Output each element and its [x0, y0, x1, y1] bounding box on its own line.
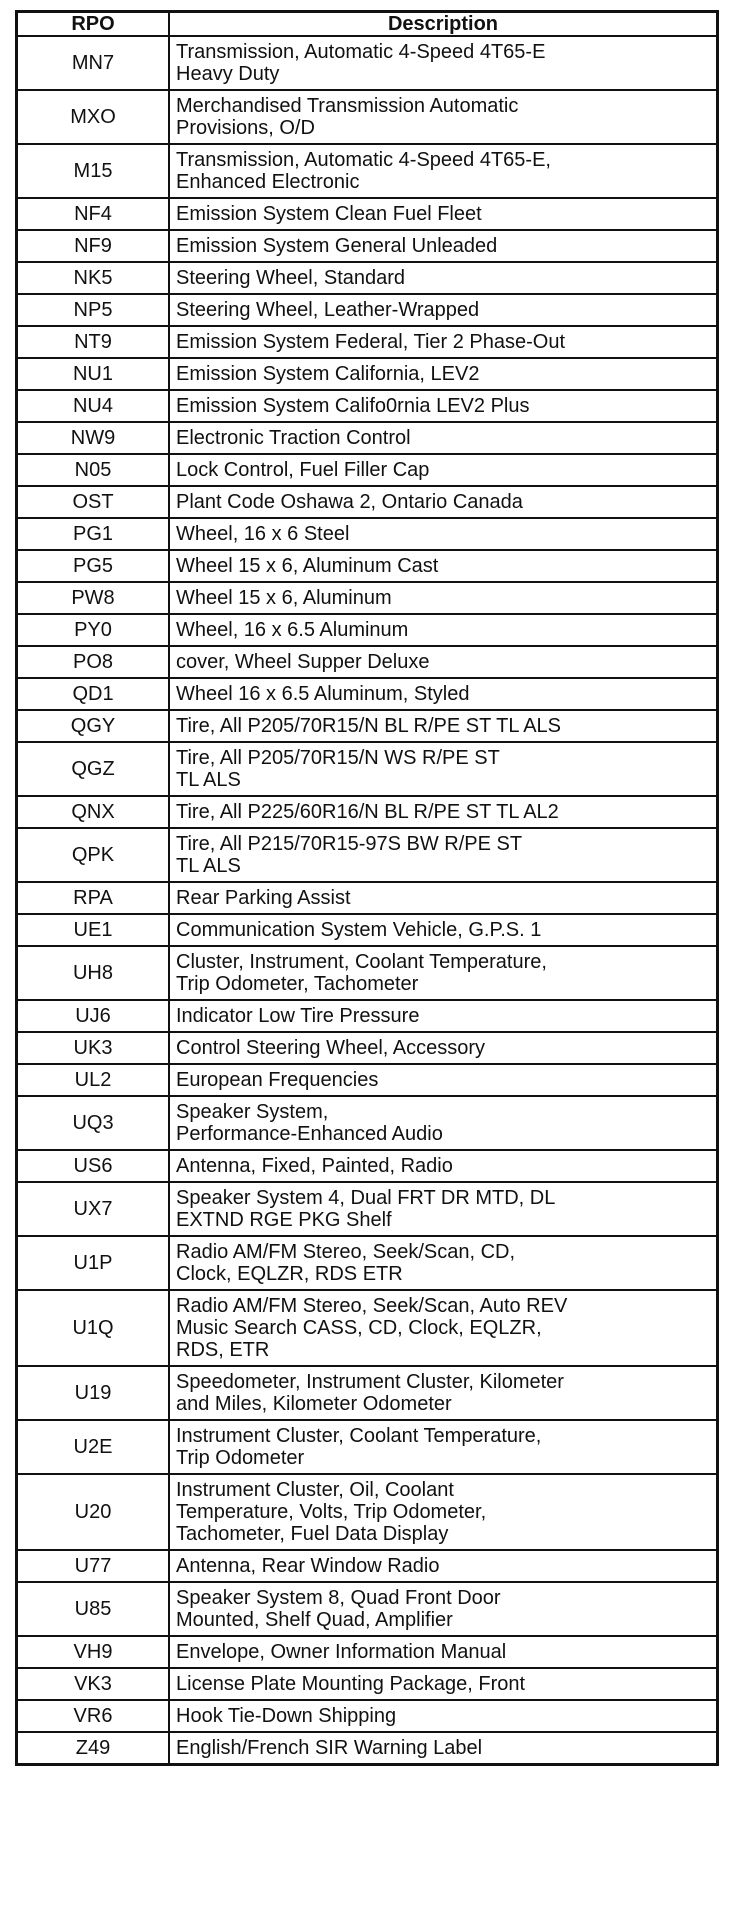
table-row	[17, 710, 718, 742]
rpo-code-cell: NW9	[17, 422, 170, 454]
table-row	[17, 678, 718, 710]
table-row	[17, 1096, 718, 1150]
description-cell: European Frequencies	[169, 1064, 718, 1096]
rpo-code-cell: NU1	[17, 358, 170, 390]
table-row	[17, 550, 718, 582]
rpo-code-cell: OST	[17, 486, 170, 518]
rpo-column-header: RPO	[17, 12, 170, 37]
description-cell: Envelope, Owner Information Manual	[169, 1636, 718, 1668]
description-cell: Transmission, Automatic 4-Speed 4T65-E, Enhanced Electronic	[169, 144, 718, 198]
description-cell: Wheel 16 x 6.5 Aluminum, Styled	[169, 678, 718, 710]
description-cell: Tire, All P205/70R15/N BL R/PE ST TL ALS	[169, 710, 718, 742]
rpo-code-cell: U1Q	[17, 1290, 170, 1366]
description-cell: Speaker System 4, Dual FRT DR MTD, DL EXTND RGE PKG Shelf	[169, 1182, 718, 1236]
description-cell: Radio AM/FM Stereo, Seek/Scan, Auto REV Music Search CASS, CD, Clock, EQLZR, RDS, ETR	[169, 1290, 718, 1366]
rpo-code-cell: UK3	[17, 1032, 170, 1064]
rpo-code-cell: PW8	[17, 582, 170, 614]
description-cell: Communication System Vehicle, G.P.S. 1	[169, 914, 718, 946]
table-row	[17, 1420, 718, 1474]
rpo-code-cell: U85	[17, 1582, 170, 1636]
description-cell: English/French SIR Warning Label	[169, 1732, 718, 1765]
table-row	[17, 326, 718, 358]
table-row	[17, 1474, 718, 1550]
rpo-code-cell: NF4	[17, 198, 170, 230]
table-row	[17, 1150, 718, 1182]
rpo-code-cell: UJ6	[17, 1000, 170, 1032]
rpo-code-cell: QD1	[17, 678, 170, 710]
table-row	[17, 1290, 718, 1366]
rpo-code-cell: U19	[17, 1366, 170, 1420]
description-cell: Merchandised Transmission Automatic Provisions, O/D	[169, 90, 718, 144]
rpo-code-cell: VK3	[17, 1668, 170, 1700]
description-cell: cover, Wheel Supper Deluxe	[169, 646, 718, 678]
rpo-code-cell: Z49	[17, 1732, 170, 1765]
description-cell: Transmission, Automatic 4-Speed 4T65-E Heavy Duty	[169, 36, 718, 90]
rpo-code-cell: UL2	[17, 1064, 170, 1096]
description-cell: Emission System Clean Fuel Fleet	[169, 198, 718, 230]
table-row	[17, 36, 718, 90]
rpo-code-cell: PO8	[17, 646, 170, 678]
table-row	[17, 1000, 718, 1032]
rpo-code-cell: U77	[17, 1550, 170, 1582]
description-cell: Tire, All P205/70R15/N WS R/PE ST TL ALS	[169, 742, 718, 796]
table-row	[17, 1064, 718, 1096]
rpo-code-cell: UQ3	[17, 1096, 170, 1150]
table-row	[17, 262, 718, 294]
description-cell: Antenna, Fixed, Painted, Radio	[169, 1150, 718, 1182]
table-row	[17, 294, 718, 326]
description-cell: Electronic Traction Control	[169, 422, 718, 454]
rpo-code-cell: U20	[17, 1474, 170, 1550]
description-cell: Tire, All P215/70R15-97S BW R/PE ST TL ALS	[169, 828, 718, 882]
table-row	[17, 796, 718, 828]
table-row	[17, 582, 718, 614]
table-row	[17, 454, 718, 486]
table-row	[17, 144, 718, 198]
description-cell: Emission System Federal, Tier 2 Phase-Out	[169, 326, 718, 358]
rpo-code-cell: MN7	[17, 36, 170, 90]
table-row	[17, 358, 718, 390]
description-cell: License Plate Mounting Package, Front	[169, 1668, 718, 1700]
table-row	[17, 422, 718, 454]
rpo-code-cell: UE1	[17, 914, 170, 946]
description-cell: Rear Parking Assist	[169, 882, 718, 914]
table-row	[17, 946, 718, 1000]
description-cell: Wheel, 16 x 6.5 Aluminum	[169, 614, 718, 646]
table-row	[17, 1732, 718, 1765]
rpo-code-cell: QNX	[17, 796, 170, 828]
description-cell: Tire, All P225/60R16/N BL R/PE ST TL AL2	[169, 796, 718, 828]
rpo-code-cell: QGZ	[17, 742, 170, 796]
table-row	[17, 1668, 718, 1700]
table-row	[17, 230, 718, 262]
rpo-code-cell: NK5	[17, 262, 170, 294]
description-cell: Speedometer, Instrument Cluster, Kilometer and Miles, Kilometer Odometer	[169, 1366, 718, 1420]
description-column-header: Description	[169, 12, 718, 37]
description-cell: Emission System Califo0rnia LEV2 Plus	[169, 390, 718, 422]
description-cell: Emission System California, LEV2	[169, 358, 718, 390]
rpo-table	[15, 10, 719, 1766]
rpo-code-cell: US6	[17, 1150, 170, 1182]
rpo-table-container	[15, 10, 719, 1766]
description-cell: Control Steering Wheel, Accessory	[169, 1032, 718, 1064]
rpo-code-cell: QPK	[17, 828, 170, 882]
rpo-code-cell: UX7	[17, 1182, 170, 1236]
description-cell: Radio AM/FM Stereo, Seek/Scan, CD, Clock, EQLZR, RDS ETR	[169, 1236, 718, 1290]
description-cell: Plant Code Oshawa 2, Ontario Canada	[169, 486, 718, 518]
rpo-code-cell: UH8	[17, 946, 170, 1000]
table-row	[17, 1366, 718, 1420]
table-row	[17, 614, 718, 646]
description-cell: Wheel 15 x 6, Aluminum	[169, 582, 718, 614]
description-cell: Antenna, Rear Window Radio	[169, 1550, 718, 1582]
table-row	[17, 90, 718, 144]
table-row	[17, 1182, 718, 1236]
rpo-code-cell: PG1	[17, 518, 170, 550]
rpo-code-cell: U1P	[17, 1236, 170, 1290]
table-row	[17, 646, 718, 678]
rpo-code-cell: M15	[17, 144, 170, 198]
rpo-code-cell: NT9	[17, 326, 170, 358]
table-row	[17, 828, 718, 882]
rpo-code-cell: VH9	[17, 1636, 170, 1668]
description-cell: Steering Wheel, Leather-Wrapped	[169, 294, 718, 326]
description-cell: Indicator Low Tire Pressure	[169, 1000, 718, 1032]
table-row	[17, 486, 718, 518]
description-cell: Cluster, Instrument, Coolant Temperature, Trip Odometer, Tachometer	[169, 946, 718, 1000]
description-cell: Lock Control, Fuel Filler Cap	[169, 454, 718, 486]
table-row	[17, 1636, 718, 1668]
rpo-code-cell: PG5	[17, 550, 170, 582]
description-cell: Instrument Cluster, Coolant Temperature, Trip Odometer	[169, 1420, 718, 1474]
rpo-code-cell: QGY	[17, 710, 170, 742]
table-row	[17, 914, 718, 946]
rpo-code-cell: VR6	[17, 1700, 170, 1732]
table-row	[17, 1582, 718, 1636]
table-row	[17, 882, 718, 914]
description-cell: Steering Wheel, Standard	[169, 262, 718, 294]
description-cell: Wheel 15 x 6, Aluminum Cast	[169, 550, 718, 582]
rpo-code-cell: N05	[17, 454, 170, 486]
table-row	[17, 1032, 718, 1064]
table-row	[17, 1700, 718, 1732]
rpo-code-cell: NF9	[17, 230, 170, 262]
rpo-code-cell: PY0	[17, 614, 170, 646]
description-cell: Instrument Cluster, Oil, Coolant Temperature, Volts, Trip Odometer, Tachometer, Fuel Data Display	[169, 1474, 718, 1550]
table-row	[17, 390, 718, 422]
rpo-code-cell: NP5	[17, 294, 170, 326]
rpo-code-cell: MXO	[17, 90, 170, 144]
header-row	[17, 12, 718, 37]
table-row	[17, 1550, 718, 1582]
table-row	[17, 1236, 718, 1290]
description-cell: Wheel, 16 x 6 Steel	[169, 518, 718, 550]
table-row	[17, 518, 718, 550]
rpo-code-cell: U2E	[17, 1420, 170, 1474]
description-cell: Emission System General Unleaded	[169, 230, 718, 262]
table-row	[17, 198, 718, 230]
description-cell: Speaker System 8, Quad Front Door Mounted, Shelf Quad, Amplifier	[169, 1582, 718, 1636]
rpo-code-cell: RPA	[17, 882, 170, 914]
description-cell: Hook Tie-Down Shipping	[169, 1700, 718, 1732]
table-body	[17, 36, 718, 1765]
table-row	[17, 742, 718, 796]
description-cell: Speaker System, Performance-Enhanced Audio	[169, 1096, 718, 1150]
rpo-code-cell: NU4	[17, 390, 170, 422]
